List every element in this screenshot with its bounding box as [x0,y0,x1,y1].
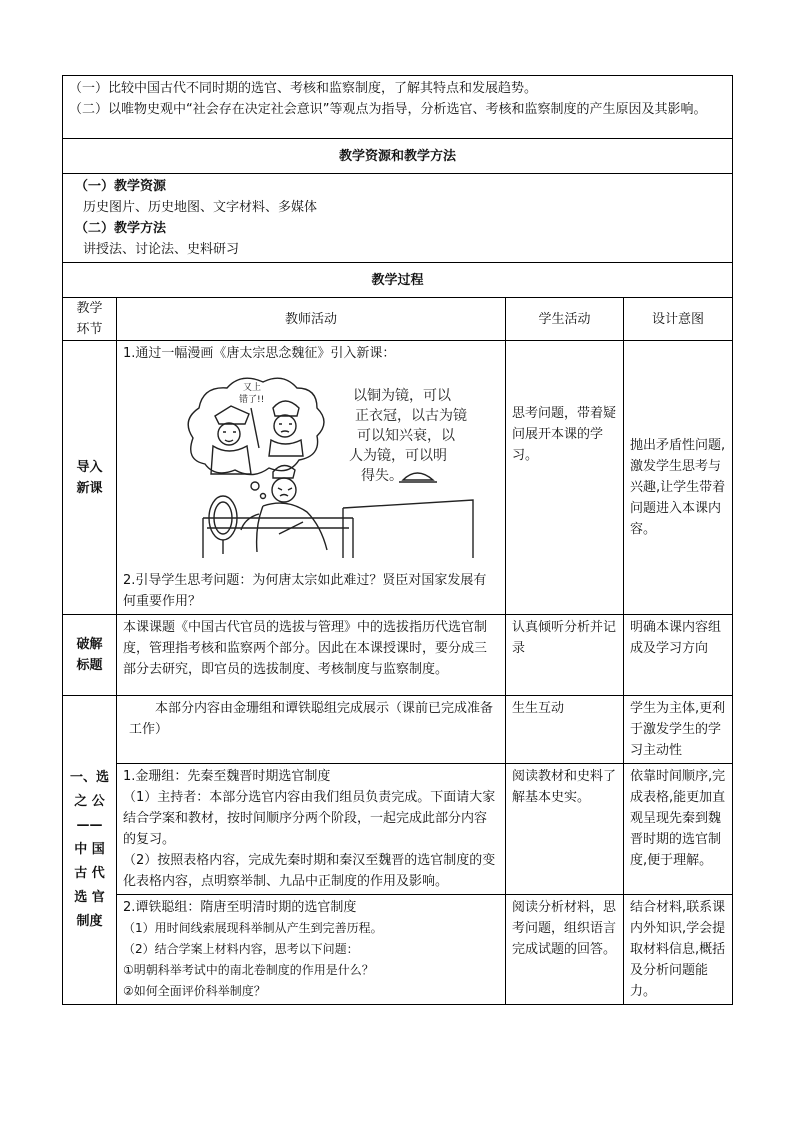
svg-text:错了!!: 错了!! [239,395,265,405]
svg-text:正衣冠，以古为镜: 正衣冠，以古为镜 [355,408,467,424]
stage-break: 破解 标题 [63,615,117,696]
col-intent: 设计意图 [624,298,733,341]
svg-text:以铜为镜，可以: 以铜为镜，可以 [353,388,451,404]
col-teacher: 教师活动 [117,298,506,341]
svg-text:人为镜，可以明: 人为镜，可以明 [349,448,447,464]
part1-intro-student: 生生互动 [506,696,624,764]
break-teacher: 本课课题《中国古代官员的选拔与管理》中的选拔指历代选官制度，管理指考核和监察两个部分。因此在本课授课时，要分成三部分去研究，即官员的选拔制度、考核制度与监察制度。 [117,615,506,696]
emperor-taizong-cartoon [163,368,483,558]
part1-jinshan-student: 阅读教材和史料了解基本史实。 [506,764,624,895]
part1-jinshan-teacher: 1.金珊组：先秦至魏晋时期选官制度 （1）主持者：本部分选官内容由我们组员负责完成。下面请大家结合学案和教材，按时间顺序分两个阶段，一起完成此部分内容的复习。 （2）按照表格内容，完成先秦时期和秦汉至魏晋的选官制度的变化表格内容，点明察举制、九品中正制度的作用及影响。 [117,764,506,895]
break-row [63,615,733,696]
intro-intent: 抛出矛盾性问题,激发学生思考与兴趣,让学生带着问题进入本课内容。 [624,341,733,615]
resources-row [63,174,733,263]
part1-row-2 [63,764,733,895]
svg-text:得失。: 得失。 [361,468,403,484]
stage-intro: 导入 新课 [63,341,117,615]
part1-tan-teacher: 2.谭铁聪组：隋唐至明清时期的选官制度 （1）用时间线索展现科举制从产生到完善历程。 （2）结合学案上材料内容，思考以下问题： ①明朝科举考试中的南北卷制度的作用是什么？ ②如何全面评价科举制度？ [117,895,506,1005]
part1-tan-intent: 结合材料,联系课内外知识,学会提取材料信息,概括及分析问题能力。 [624,895,733,1005]
break-intent: 明确本课内容组成及学习方向 [624,615,733,696]
intro-row [63,341,733,615]
resources-text-1: 历史图片、历史地图、文字材料、多媒体 [83,200,318,215]
col-student: 学生活动 [506,298,624,341]
break-student: 认真倾听分析并记录 [506,615,624,696]
svg-text:又上: 又上 [243,383,262,393]
part1-row-3 [63,895,733,1005]
process-header-row [63,263,733,298]
svg-text:可以知兴衰，以: 可以知兴衰，以 [357,428,455,444]
part1-tan-student: 阅读分析材料，思考问题，组织语言完成试题的回答。 [506,895,624,1005]
part1-intro-intent: 学生为主体,更利于激发学生的学习主动性 [624,696,733,764]
part1-intro-teacher: 本部分内容由金珊组和谭铁聪组完成展示（课前已完成准备工作） [117,696,506,764]
intro-teacher-cell [117,341,506,615]
column-header-row [63,298,733,341]
stage-part1: 一、选 之 公 —— 中 国 古 代 选 官 制度 [63,696,117,1005]
objectives-row [63,76,733,139]
resources-text-2: 讲授法、讨论法、史料研习 [83,242,240,257]
intro-teacher-line-2: 2.引导学生思考问题：为何唐太宗如此难过？贤臣对国家发展有何重要作用？ [123,573,487,609]
resources-heading-1: （一）教学资源 [75,179,167,194]
part1-row-1 [63,696,733,764]
part1-jinshan-intent: 依靠时间顺序,完成表格,能更加直观呈现先秦到魏晋时期的选官制度,便于理解。 [624,764,733,895]
objective-1: （一）比较中国古代不同时期的选官、考核和监察制度，了解其特点和发展趋势。 [69,81,538,96]
intro-teacher-line-1: 1.通过一幅漫画《唐太宗思念魏征》引入新课： [123,346,396,361]
lesson-plan-table [62,75,733,1005]
resources-header-row [63,139,733,174]
col-stage: 教学 环节 [63,298,117,341]
process-header: 教学过程 [63,263,733,298]
intro-student: 思考问题，带着疑问展开本课的学习。 [506,341,624,615]
resources-header: 教学资源和教学方法 [63,139,733,174]
objective-2: （二）以唯物史观中“社会存在决定社会意识”等观点为指导，分析选官、考核和监察制度的产生原因及其影响。 [69,102,707,117]
resources-heading-2: （二）教学方法 [75,221,167,236]
